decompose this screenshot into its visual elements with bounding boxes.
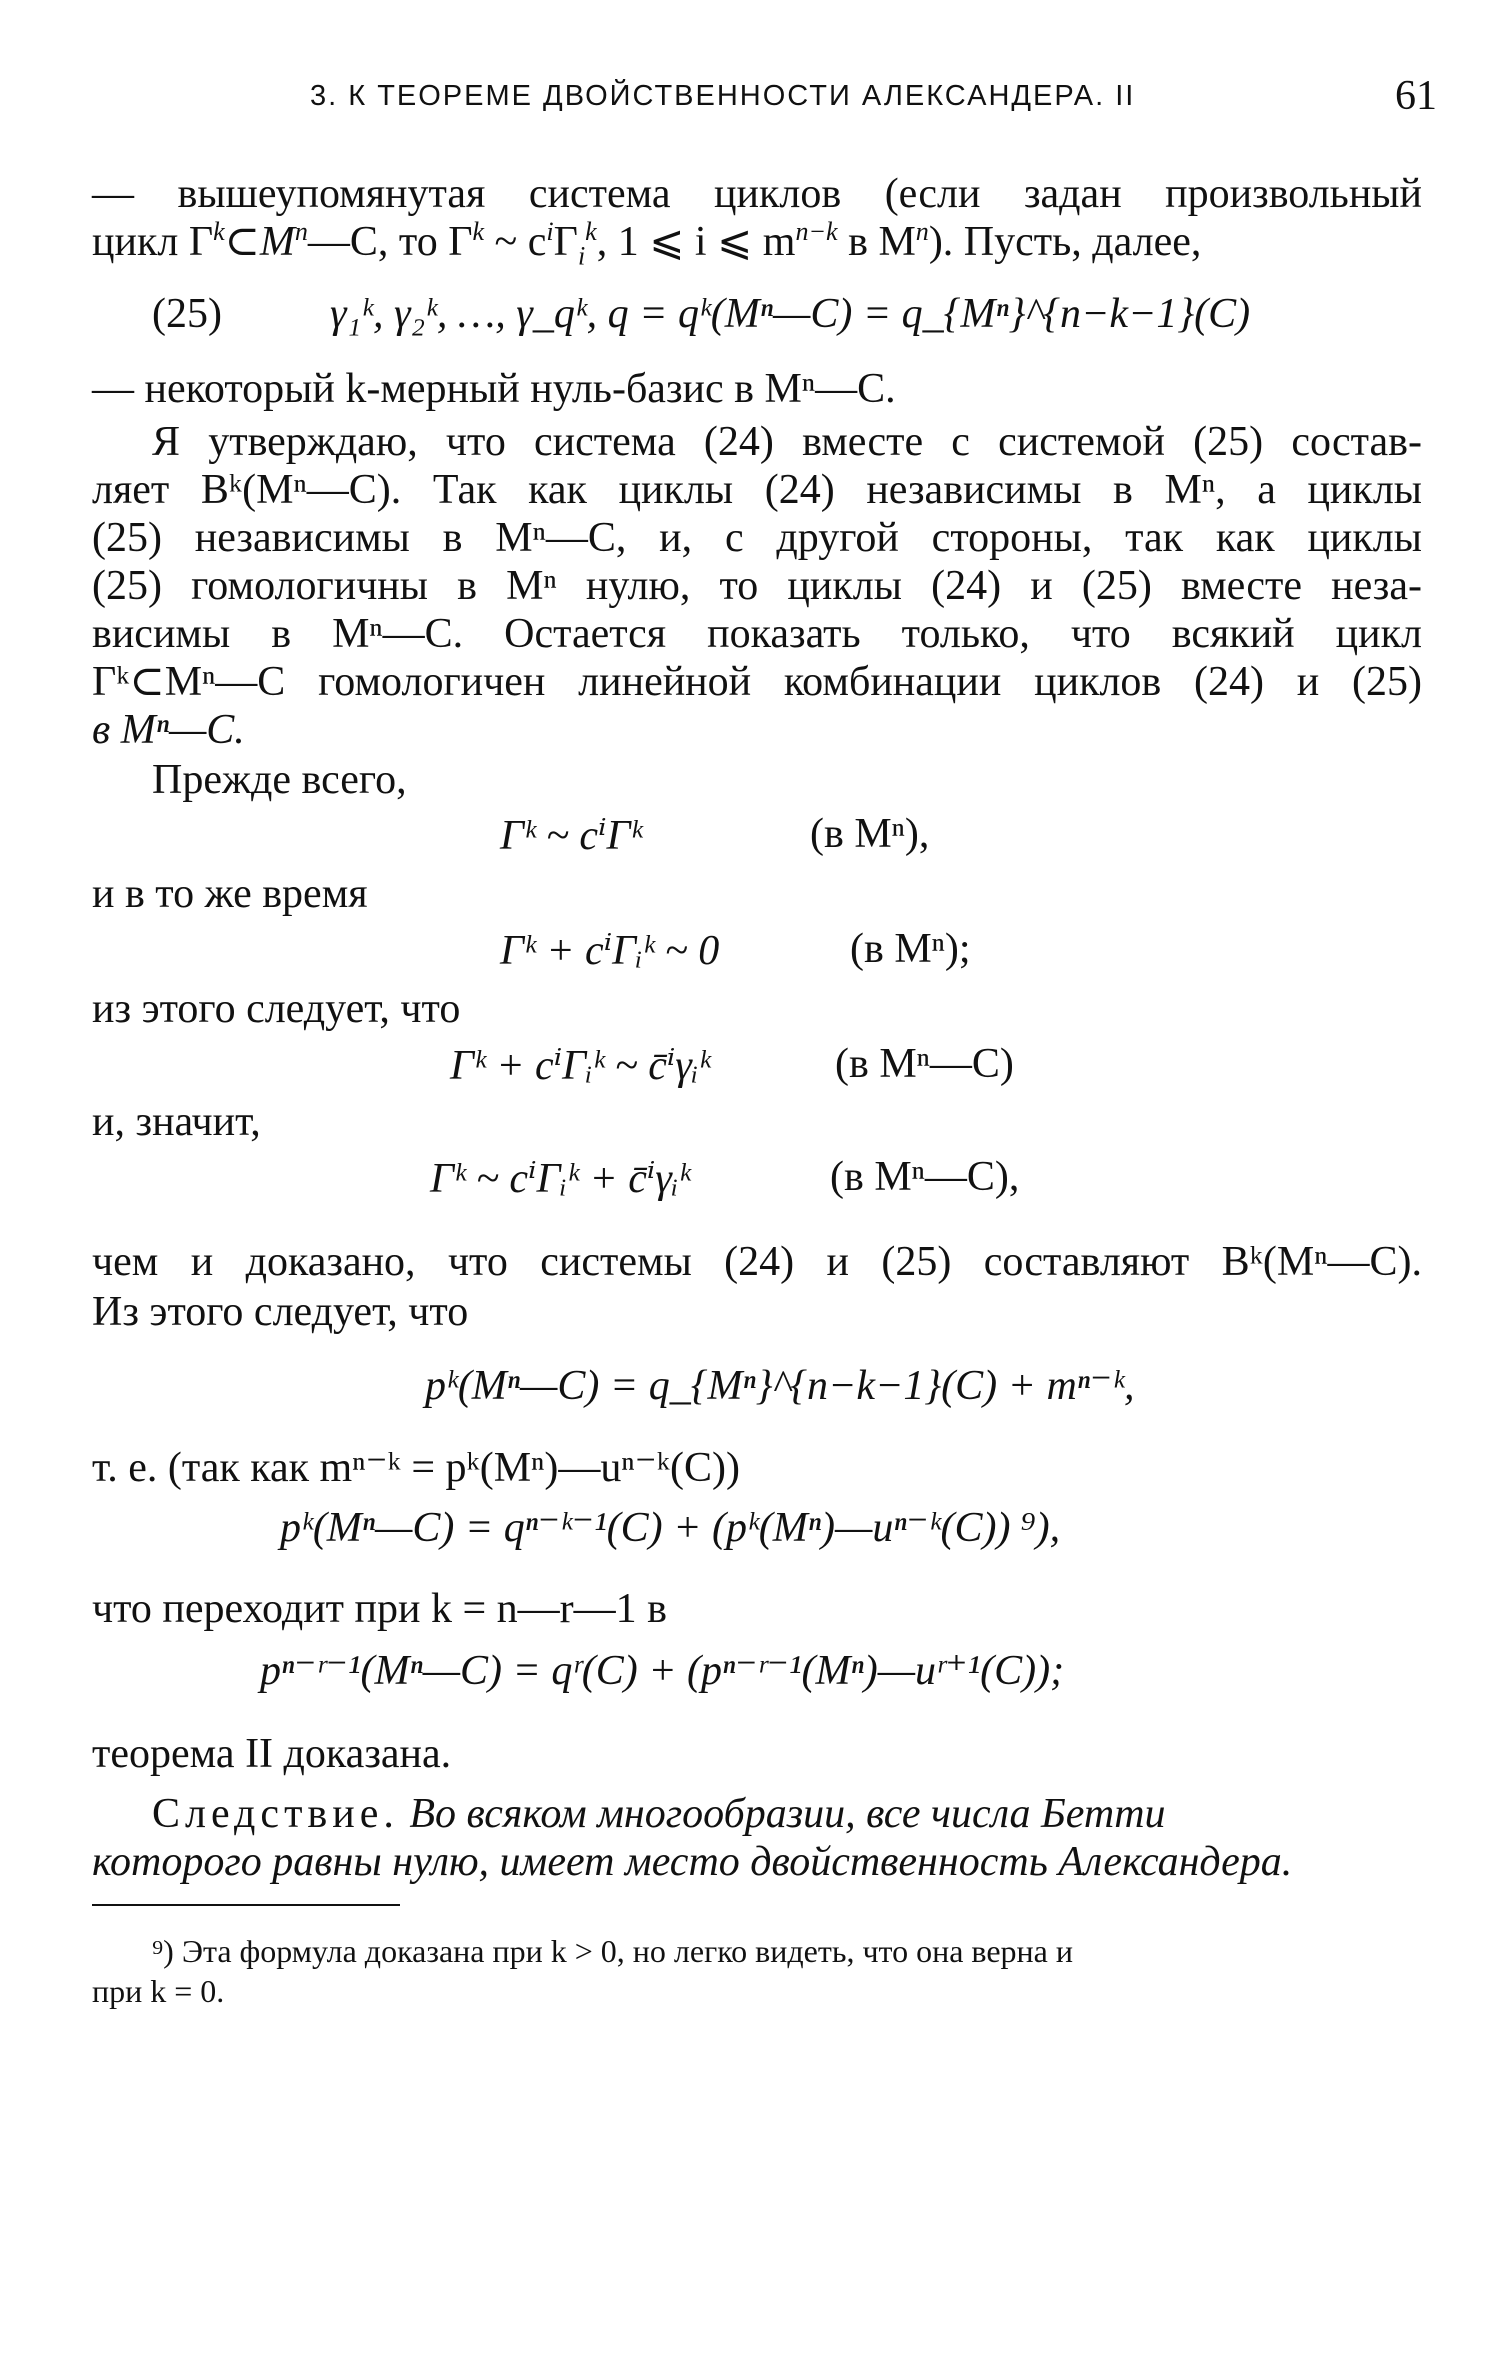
- paragraph-line-5: висимы в Mⁿ—C. Остается показать только, что всякий цикл: [92, 611, 1422, 657]
- equation-25-label: (25): [152, 291, 222, 337]
- page-number: 61: [1395, 73, 1437, 119]
- equation-e: pᵏ(Mⁿ—C) = q_{Mⁿ}^{n−k−1}(C) + mⁿ⁻ᵏ,: [425, 1363, 1135, 1409]
- equation-b-context: (в Mⁿ);: [850, 926, 971, 972]
- equation-a-context: (в Mⁿ),: [810, 811, 930, 857]
- paragraph-line-7: в Mⁿ—C.: [92, 707, 245, 753]
- paragraph-line-3: (25) независимы в Mⁿ—C, и, с другой стороны, так как циклы: [92, 515, 1422, 561]
- footnote-divider: [92, 1904, 400, 1906]
- body-line-1: — вышеупомянутая система циклов (если задан произвольный: [92, 171, 1422, 217]
- paragraph-line-6: Γᵏ⊂Mⁿ—C гомологичен линейной комбинации циклов (24) и (25): [92, 659, 1422, 705]
- footnote-line-2: при k = 0.: [92, 1973, 225, 2009]
- equation-g: pⁿ⁻ʳ⁻¹(Mⁿ—C) = qʳ(C) + (pⁿ⁻ʳ⁻¹(Mⁿ)—uʳ⁺¹(C));: [260, 1648, 1065, 1694]
- text-iz-etogo-2: Из этого следует, что: [92, 1289, 469, 1335]
- equation-c: Γᵏ + cⁱΓᵢᵏ ~ c̄ⁱγᵢᵏ: [450, 1043, 711, 1089]
- text-chem: чем и доказано, что системы (24) и (25) составляют Bᵏ(Mⁿ—C).: [92, 1239, 1422, 1285]
- paragraph-line-4: (25) гомологичны в Mⁿ нулю, то циклы (24) и (25) вместе неза-: [92, 563, 1422, 609]
- equation-d-context: (в Mⁿ—C),: [830, 1154, 1020, 1200]
- equation-f: pᵏ(Mⁿ—C) = qⁿ⁻ᵏ⁻¹(C) + (pᵏ(Mⁿ)—uⁿ⁻ᵏ(C)) ⁹),: [280, 1505, 1061, 1551]
- text-v-to-zhe: и в то же время: [92, 871, 368, 917]
- corollary-line-1: Следствие. Во всяком многообразии, все числа Бетти: [152, 1791, 1166, 1837]
- text-iz-etogo: из этого следует, что: [92, 986, 461, 1032]
- body-line-2: цикл $\Gamma^k\subset M^n—C$, то $\Gamma^k$ ~ $c^i\Gamma_i^k$, 1 ⩽ i ⩽ $m^{n-k}$ в $M^n$). Пусть, далее,: [92, 217, 1202, 271]
- text-teorema: теорема II доказана.: [92, 1731, 452, 1777]
- paragraph-line-1: Я утверждаю, что система (24) вместе с системой (25) состав-: [152, 419, 1422, 465]
- corollary-line-2: которого равны нулю, имеет место двойственность Александера.: [92, 1839, 1293, 1885]
- equation-25: γ₁ᵏ, γ₂ᵏ, …, γ_qᵏ, q = qᵏ(Mⁿ—C) = q_{Mⁿ}^{n−k−1}(C): [330, 291, 1251, 337]
- paragraph-line-2: ляет Bᵏ(Mⁿ—C). Так как циклы (24) независимы в Mⁿ, а циклы: [92, 467, 1422, 513]
- text-perehodit: что переходит при k = n—r—1 в: [92, 1586, 667, 1632]
- equation-b: Γᵏ + cⁱΓᵢᵏ ~ 0: [500, 928, 720, 974]
- equation-c-context: (в Mⁿ—C): [835, 1041, 1014, 1087]
- running-title: 3. К ТЕОРЕМЕ ДВОЙСТВЕННОСТИ АЛЕКСАНДЕРА. II: [310, 80, 1136, 112]
- body-line-nullbasis: — некоторый k-мерный нуль-базис в Mⁿ—C.: [92, 366, 896, 412]
- text-i-znachit: и, значит,: [92, 1099, 261, 1145]
- text-prezhde: Прежде всего,: [152, 757, 407, 803]
- equation-a: Γᵏ ~ cⁱΓᵏ: [500, 813, 643, 859]
- equation-d: Γᵏ ~ cⁱΓᵢᵏ + c̄ⁱγᵢᵏ: [430, 1156, 691, 1202]
- text-te: т. е. (так как mⁿ⁻ᵏ = pᵏ(Mⁿ)—uⁿ⁻ᵏ(C)): [92, 1445, 740, 1491]
- footnote-line-1: ⁹) Эта формула доказана при k > 0, но легко видеть, что она верна и: [152, 1933, 1073, 1969]
